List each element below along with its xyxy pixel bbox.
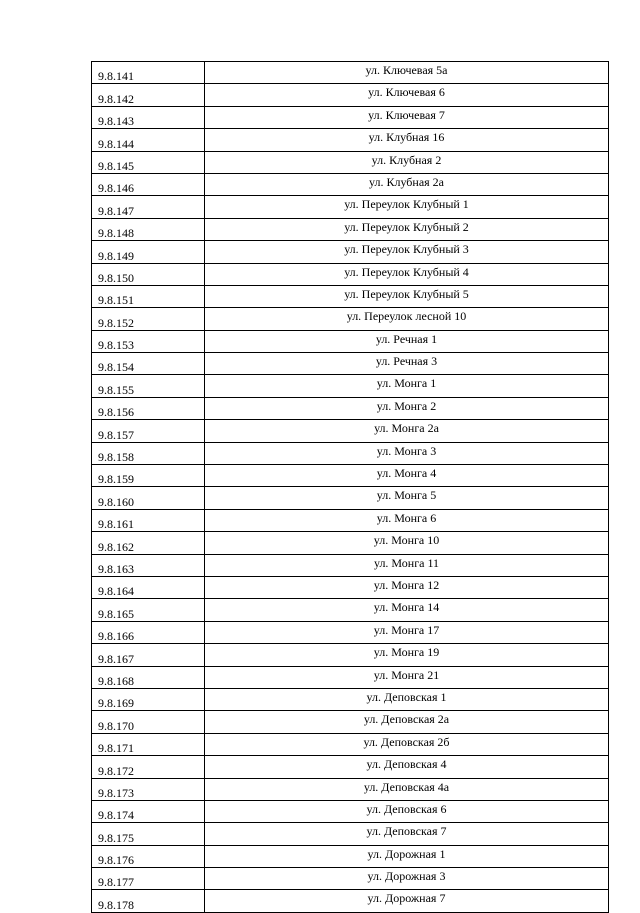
table-row [92, 129, 609, 151]
table-row [92, 397, 609, 419]
street-address-cell: ул. Клубная 2а [205, 173, 609, 195]
table-row [92, 868, 609, 890]
row-number-cell: 9.8.153 [92, 330, 205, 352]
street-address-cell: ул. Монга 6 [205, 509, 609, 531]
table-row [92, 106, 609, 128]
street-address-cell: ул. Монга 14 [205, 599, 609, 621]
row-number-cell: 9.8.172 [92, 756, 205, 778]
row-number-cell: 9.8.155 [92, 375, 205, 397]
table-row [92, 442, 609, 464]
street-address-cell: ул. Переулок лесной 10 [205, 308, 609, 330]
street-address-cell: ул. Монга 21 [205, 666, 609, 688]
row-number-cell: 9.8.168 [92, 666, 205, 688]
street-address-cell: ул. Деповская 6 [205, 800, 609, 822]
street-address-cell: ул. Монга 5 [205, 487, 609, 509]
street-address-cell: ул. Деповская 1 [205, 688, 609, 710]
row-number-cell: 9.8.171 [92, 733, 205, 755]
table-row [92, 778, 609, 800]
table-row [92, 711, 609, 733]
street-address-cell: ул. Ключевая 6 [205, 84, 609, 106]
table-row [92, 666, 609, 688]
row-number-cell: 9.8.166 [92, 621, 205, 643]
table-row [92, 800, 609, 822]
row-number-cell: 9.8.143 [92, 106, 205, 128]
table-row [92, 84, 609, 106]
table-row [92, 644, 609, 666]
street-address-cell: ул. Монга 3 [205, 442, 609, 464]
table-row [92, 196, 609, 218]
row-number-cell: 9.8.174 [92, 800, 205, 822]
street-address-cell: ул. Ключевая 5а [205, 62, 609, 84]
table-row [92, 621, 609, 643]
street-address-cell: ул. Переулок Клубный 2 [205, 218, 609, 240]
street-address-cell: ул. Речная 1 [205, 330, 609, 352]
row-number-cell: 9.8.173 [92, 778, 205, 800]
row-number-cell: 9.8.154 [92, 353, 205, 375]
street-address-cell: ул. Деповская 4 [205, 756, 609, 778]
row-number-cell: 9.8.160 [92, 487, 205, 509]
table-row [92, 487, 609, 509]
street-address-cell: ул. Деповская 2а [205, 711, 609, 733]
table-row [92, 353, 609, 375]
table-row [92, 241, 609, 263]
row-number-cell: 9.8.165 [92, 599, 205, 621]
row-number-cell: 9.8.142 [92, 84, 205, 106]
table-row [92, 330, 609, 352]
table-row [92, 263, 609, 285]
row-number-cell: 9.8.152 [92, 308, 205, 330]
street-address-cell: ул. Монга 2а [205, 420, 609, 442]
table-row [92, 599, 609, 621]
row-number-cell: 9.8.176 [92, 845, 205, 867]
street-address-cell: ул. Переулок Клубный 4 [205, 263, 609, 285]
row-number-cell: 9.8.159 [92, 465, 205, 487]
street-address-cell: ул. Деповская 2б [205, 733, 609, 755]
row-number-cell: 9.8.145 [92, 151, 205, 173]
table-row [92, 173, 609, 195]
street-address-cell: ул. Монга 1 [205, 375, 609, 397]
table-row [92, 151, 609, 173]
street-address-cell: ул. Монга 10 [205, 532, 609, 554]
table-row [92, 532, 609, 554]
street-address-cell: ул. Дорожная 3 [205, 868, 609, 890]
street-address-cell: ул. Монга 17 [205, 621, 609, 643]
table-row [92, 845, 609, 867]
table-row [92, 576, 609, 598]
street-address-cell: ул. Монга 2 [205, 397, 609, 419]
street-address-cell: ул. Клубная 2 [205, 151, 609, 173]
row-number-cell: 9.8.144 [92, 129, 205, 151]
row-number-cell: 9.8.177 [92, 868, 205, 890]
row-number-cell: 9.8.175 [92, 823, 205, 845]
row-number-cell: 9.8.158 [92, 442, 205, 464]
row-number-cell: 9.8.148 [92, 218, 205, 240]
table-row [92, 375, 609, 397]
street-address-cell: ул. Переулок Клубный 1 [205, 196, 609, 218]
table-row [92, 308, 609, 330]
street-address-cell: ул. Монга 19 [205, 644, 609, 666]
row-number-cell: 9.8.156 [92, 397, 205, 419]
street-address-cell: ул. Переулок Клубный 5 [205, 285, 609, 307]
table-row [92, 285, 609, 307]
row-number-cell: 9.8.151 [92, 285, 205, 307]
row-number-cell: 9.8.157 [92, 420, 205, 442]
row-number-cell: 9.8.170 [92, 711, 205, 733]
street-address-cell: ул. Монга 11 [205, 554, 609, 576]
table-row [92, 733, 609, 755]
row-number-cell: 9.8.161 [92, 509, 205, 531]
row-number-cell: 9.8.141 [92, 62, 205, 84]
address-table [91, 61, 609, 913]
table-row [92, 465, 609, 487]
table-row [92, 554, 609, 576]
table-row [92, 509, 609, 531]
street-address-cell: ул. Переулок Клубный 3 [205, 241, 609, 263]
table-row [92, 420, 609, 442]
street-address-cell: ул. Деповская 4а [205, 778, 609, 800]
row-number-cell: 9.8.163 [92, 554, 205, 576]
street-address-cell: ул. Монга 12 [205, 576, 609, 598]
row-number-cell: 9.8.149 [92, 241, 205, 263]
row-number-cell: 9.8.169 [92, 688, 205, 710]
row-number-cell: 9.8.147 [92, 196, 205, 218]
row-number-cell: 9.8.150 [92, 263, 205, 285]
street-address-cell: ул. Ключевая 7 [205, 106, 609, 128]
row-number-cell: 9.8.164 [92, 576, 205, 598]
table-row [92, 890, 609, 912]
street-address-cell: ул. Клубная 16 [205, 129, 609, 151]
row-number-cell: 9.8.178 [92, 890, 205, 912]
row-number-cell: 9.8.167 [92, 644, 205, 666]
table-row [92, 688, 609, 710]
address-table-body [92, 62, 609, 913]
row-number-cell: 9.8.146 [92, 173, 205, 195]
table-row [92, 823, 609, 845]
row-number-cell: 9.8.162 [92, 532, 205, 554]
street-address-cell: ул. Речная 3 [205, 353, 609, 375]
table-row [92, 756, 609, 778]
street-address-cell: ул. Монга 4 [205, 465, 609, 487]
table-row [92, 218, 609, 240]
table-row [92, 62, 609, 84]
street-address-cell: ул. Дорожная 1 [205, 845, 609, 867]
street-address-cell: ул. Деповская 7 [205, 823, 609, 845]
street-address-cell: ул. Дорожная 7 [205, 890, 609, 912]
